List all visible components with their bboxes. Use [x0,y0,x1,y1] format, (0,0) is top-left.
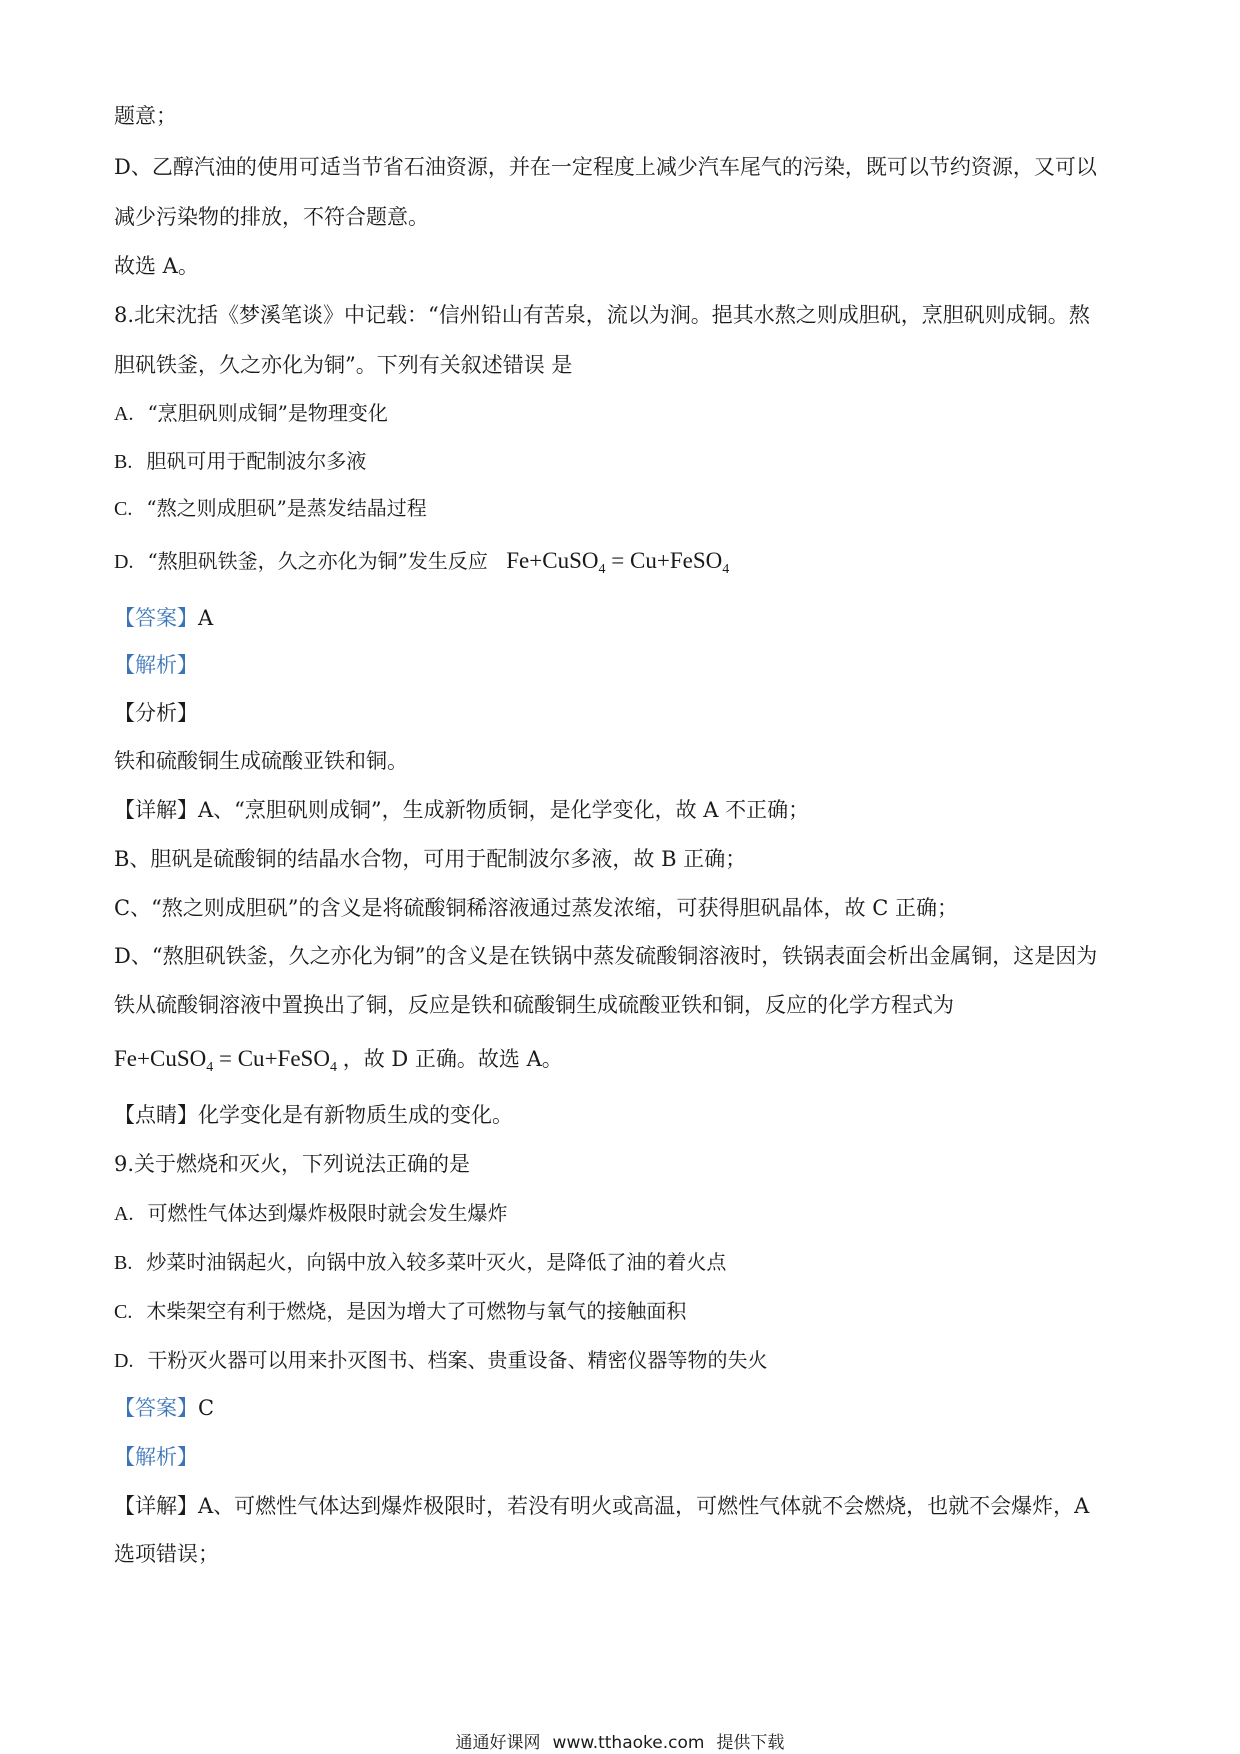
option-letter: A. [114,1203,134,1225]
answer-label: 【答案】 [114,1396,198,1420]
detail-label: 【详解】 [114,1494,198,1518]
option-text: 胆矾可用于配制波尔多液 [146,449,367,473]
chemical-equation: Fe+CuSO$_4$ = Cu+FeSO$_4$ [114,1046,337,1075]
q9-detail-a: 选项错误； [114,1542,219,1566]
q8-detail-d-equation [114,1044,1130,1083]
text-line: 题意； [114,104,177,128]
footer-note: 提供下载 [716,1733,785,1753]
dianjing-label: 【点睛】 [114,1103,198,1127]
q8-answer [114,603,1130,633]
text-line: D、乙醇汽油的使用可适当节省石油资源，并在一定程度上减少汽车尾气的污染，既可以节约资源，又可以 [114,155,1097,179]
footer-site-name: 通通好课网 [455,1733,541,1753]
option-letter: C. [114,1301,133,1323]
option-text: 木柴架空有利于燃烧，是因为增大了可燃物与氧气的接触面积 [146,1299,687,1323]
option-text: 炒菜时油锅起火，向锅中放入较多菜叶灭火，是降低了油的着火点 [146,1250,727,1274]
page-footer [0,1733,1240,1753]
q8-detail-d: D、“熬胆矾铁釜，久之亦化为铜”的含义是在铁锅中蒸发硫酸铜溶液时，铁锅表面会析出金属铜，这是因为 [114,944,1098,968]
option-text: 干粉灭火器可以用来扑灭图书、档案、贵重设备、精密仪器等物的失火 [147,1348,768,1372]
text-line: 故选 A。 [114,254,199,278]
q8-fenxi-label: 【分析】 [114,701,198,725]
q9-analysis-label: 【解析】 [114,1445,198,1469]
text-line: 减少污染物的排放，不符合题意。 [114,205,429,229]
q9-detail-a [114,1491,1130,1521]
q8-stem: 胆矾铁釜，久之亦化为铜”。下列有关叙述错误 是 [114,353,573,377]
q8-stem: 8.北宋沈括《梦溪笔谈》中记载：“信州铅山有苦泉，流以为涧。挹其水熬之则成胆矾，烹胆矾则成铜。熬 [114,303,1090,327]
option-letter: B. [114,1252,133,1274]
detail-text: A、“烹胆矾则成铜”，生成新物质铜，是化学变化，故 A 不正确； [198,798,810,822]
q8-option-c [114,493,1130,524]
option-letter: B. [114,451,133,473]
detail-text: A、可燃性气体达到爆炸极限时，若没有明火或高温，可燃性气体就不会燃烧，也就不会爆炸，A [198,1494,1090,1518]
q9-option-b [114,1247,1130,1278]
q8-option-b [114,446,1130,477]
option-text: “熬胆矾铁釜，久之亦化为铜”发生反应 [147,549,488,573]
q9-option-a [114,1198,1130,1229]
q8-option-a [114,398,1130,429]
q8-option-d [114,546,1130,585]
option-letter: D. [114,1350,134,1372]
answer-value: C [198,1396,215,1420]
answer-label: 【答案】 [114,606,198,630]
q8-detail-c: C、“熬之则成胆矾”的含义是将硫酸铜稀溶液通过蒸发浓缩，可获得胆矾晶体，故 C 正确； [114,896,958,920]
q8-detail-d: 铁从硫酸铜溶液中置换出了铜，反应是铁和硫酸铜生成硫酸亚铁和铜，反应的化学方程式为 [114,993,954,1017]
detail-text: ，故 D 正确。故选 A。 [342,1047,563,1071]
q9-stem: 9.关于燃烧和灭火，下列说法正确的是 [114,1152,471,1176]
option-letter: A. [114,403,134,425]
option-text: “熬之则成胆矾”是蒸发结晶过程 [146,496,427,520]
q9-option-d [114,1345,1130,1376]
q8-dianjing [114,1100,1130,1130]
q8-detail-a [114,795,1130,825]
option-text: 可燃性气体达到爆炸极限时就会发生爆炸 [147,1201,508,1225]
q8-analysis-label: 【解析】 [114,653,198,677]
q9-answer [114,1393,1130,1423]
chemical-equation: Fe+CuSO$_4$ = Cu+FeSO$_4$ [506,548,730,577]
q8-fenxi-text: 铁和硫酸铜生成硫酸亚铁和铜。 [114,749,408,773]
footer-url[interactable]: www.tthaoke.com [552,1733,705,1753]
option-letter: C. [114,498,133,520]
dianjing-text: 化学变化是有新物质生成的变化。 [198,1103,513,1127]
q9-option-c [114,1296,1130,1327]
option-text: “烹胆矾则成铜”是物理变化 [147,401,388,425]
q8-detail-b: B、胆矾是硫酸铜的结晶水合物，可用于配制波尔多液，故 B 正确； [114,847,747,871]
detail-label: 【详解】 [114,798,198,822]
answer-value: A [198,606,214,630]
option-letter: D. [114,551,134,573]
